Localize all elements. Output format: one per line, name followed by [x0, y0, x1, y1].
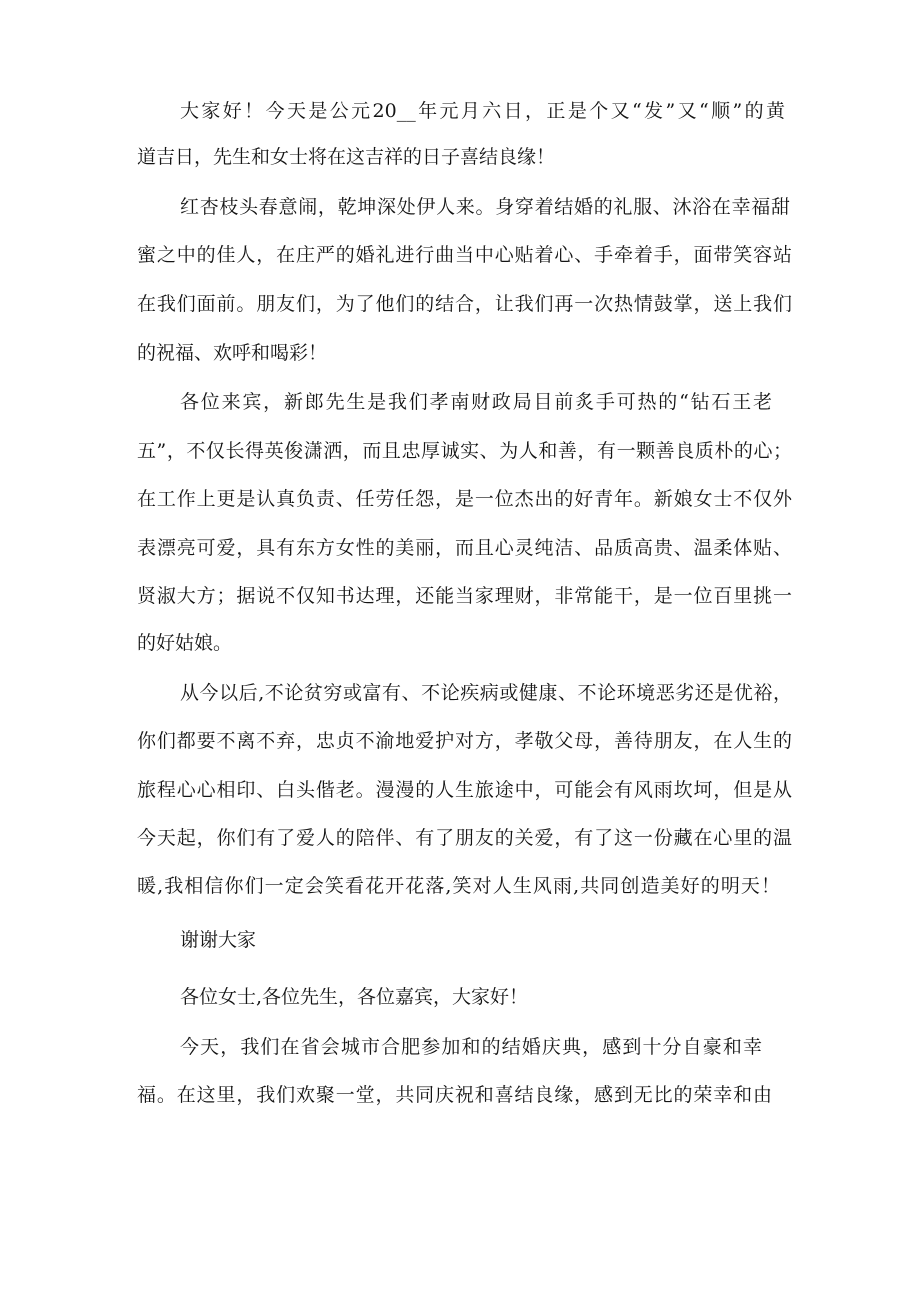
text-line: 在我们面前。朋友们，为了他们的结合，让我们再一次热情鼓掌，送上我们 [137, 293, 792, 315]
text-line: 的好姑娘。 [137, 632, 233, 654]
text-line: 在工作上更是认真负责、任劳任怨，是一位杰出的好青年。新娘女士不仅外 [137, 488, 792, 510]
text-line: 各位女士,各位先生，各位嘉宾，大家好！ [180, 986, 529, 1008]
text-line: 五”，不仅长得英俊潇洒，而且忠厚诚实、为人和善，有一颗善良质朴的心； [137, 440, 792, 462]
text-line: 今天起，你们有了爱人的陪伴、有了朋友的关爱，有了这一份藏在心里的温 [137, 827, 792, 849]
text-line: 红杏枝头春意闹，乾坤深处伊人来。身穿着结婚的礼服、沐浴在幸福甜 [180, 196, 790, 218]
text-line: 福。在这里，我们欢聚一堂，共同庆祝和喜结良缘，感到无比的荣幸和由 [137, 1084, 772, 1106]
text-line: 贤淑大方；据说不仅知书达理，还能当家理财，非常能干，是一位百里挑一 [137, 585, 792, 607]
text-line: 旅程心心相印、白头偕老。漫漫的人生旅途中，可能会有风雨坎坷，但是从 [137, 779, 792, 801]
text-line: 蜜之中的佳人，在庄严的婚礼进行曲当中心贴着心、手牵着手，面带笑容站 [137, 244, 792, 266]
text-line: 的祝福、欢呼和喝彩！ [137, 342, 328, 364]
text-line: 大家好！今天是公元20__年元月六日，正是个又“发”又“顺”的黄 [180, 100, 785, 122]
text-line: 各位来宾，新郎先生是我们孝南财政局目前炙手可热的“钻石王老 [180, 391, 772, 413]
text-line: 从今以后,不论贫穷或富有、不论疾病或健康、不论环境恶劣还是优裕， [180, 682, 792, 704]
text-line: 今天，我们在省会城市合肥参加和的结婚庆典，感到十分自豪和幸 [180, 1036, 762, 1058]
text-line: 你们都要不离不弃，忠贞不渝地爱护对方，孝敬父母，善待朋友，在人生的 [137, 730, 792, 752]
text-line: 暖,我相信你们一定会笑看花开花落,笑对人生风雨,共同创造美好的明天！ [137, 875, 780, 897]
text-line: 谢谢大家 [180, 929, 257, 951]
text-line: 道吉日，先生和女士将在这吉祥的日子喜结良缘！ [137, 146, 556, 168]
text-line: 表漂亮可爱，具有东方女性的美丽，而且心灵纯洁、品质高贵、温柔体贴、 [137, 537, 792, 559]
